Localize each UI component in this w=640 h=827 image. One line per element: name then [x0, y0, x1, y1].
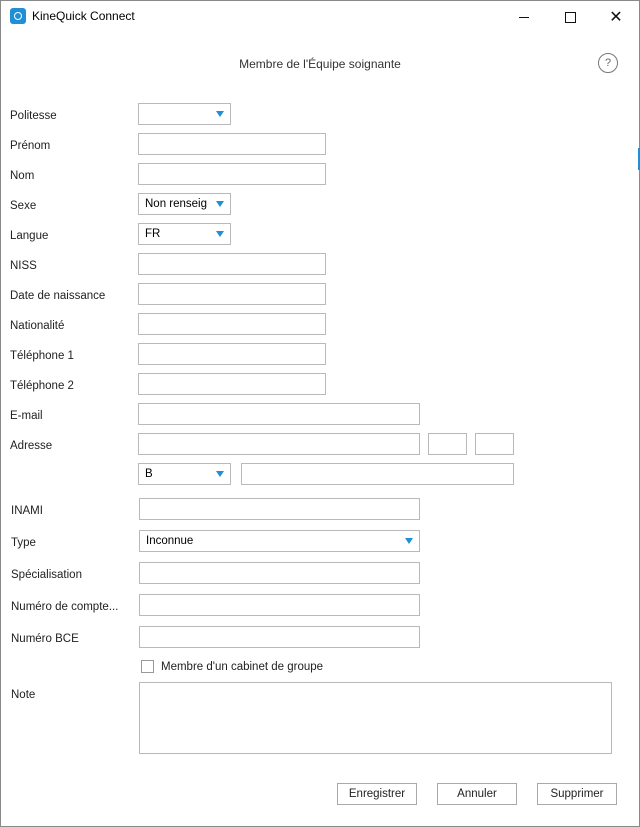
cabinet-groupe-checkbox[interactable]: [141, 660, 154, 673]
email-input[interactable]: [138, 403, 420, 425]
note-label: Note: [11, 689, 36, 701]
app-logo-icon: [10, 8, 26, 24]
langue-value: FR: [145, 228, 161, 240]
niss-label: NISS: [10, 260, 37, 272]
prenom-label: Prénom: [10, 140, 51, 152]
adresse-label: Adresse: [10, 440, 53, 452]
close-icon: ✕: [609, 7, 623, 26]
email-label: E-mail: [10, 410, 43, 422]
chevron-down-icon: [216, 471, 224, 477]
specialisation-input[interactable]: [139, 562, 420, 584]
inami-input[interactable]: [139, 498, 420, 520]
title-bar: [1, 1, 639, 32]
sexe-value: Non renseig: [145, 198, 208, 210]
langue-label: Langue: [10, 230, 49, 242]
nationalite-label: Nationalité: [10, 320, 65, 332]
chevron-down-icon: [405, 538, 413, 544]
type-label: Type: [11, 537, 36, 549]
specialisation-label: Spécialisation: [11, 569, 82, 581]
niss-input[interactable]: [138, 253, 326, 275]
delete-button[interactable]: Supprimer: [537, 783, 617, 805]
chevron-down-icon: [216, 201, 224, 207]
adresse-number-input[interactable]: [428, 433, 467, 455]
telephone1-input[interactable]: [138, 343, 326, 365]
chevron-down-icon: [216, 231, 224, 237]
nationalite-input[interactable]: [138, 313, 326, 335]
dialog-title: Membre de l'Équipe soignante: [239, 57, 401, 71]
numero-compte-label: Numéro de compte...: [11, 601, 119, 613]
sexe-select[interactable]: [138, 193, 231, 215]
politesse-select[interactable]: [138, 103, 231, 125]
adresse-street-input[interactable]: [138, 433, 420, 455]
numero-bce-input[interactable]: [139, 626, 420, 648]
adresse-city-input[interactable]: [241, 463, 514, 485]
adresse-box-input[interactable]: [475, 433, 514, 455]
note-textarea[interactable]: [139, 682, 612, 754]
minimize-button[interactable]: [501, 1, 547, 32]
help-icon[interactable]: ?: [598, 53, 618, 73]
telephone1-label: Téléphone 1: [10, 350, 74, 362]
telephone2-input[interactable]: [138, 373, 326, 395]
telephone2-label: Téléphone 2: [10, 380, 74, 392]
cancel-button[interactable]: Annuler: [437, 783, 517, 805]
save-button[interactable]: Enregistrer: [337, 783, 417, 805]
chevron-down-icon: [216, 111, 224, 117]
close-button[interactable]: [593, 1, 639, 32]
app-title: KineQuick Connect: [32, 9, 135, 23]
inami-label: INAMI: [11, 505, 43, 517]
numero-compte-input[interactable]: [139, 594, 420, 616]
nom-label: Nom: [10, 170, 35, 182]
prenom-input[interactable]: [138, 133, 326, 155]
pays-select[interactable]: [138, 463, 231, 485]
langue-select[interactable]: [138, 223, 231, 245]
minimize-icon: [519, 17, 529, 18]
date-naissance-label: Date de naissance: [10, 290, 106, 302]
numero-bce-label: Numéro BCE: [11, 633, 79, 645]
nom-input[interactable]: [138, 163, 326, 185]
type-value: Inconnue: [146, 535, 194, 547]
politesse-label: Politesse: [10, 110, 57, 122]
sexe-label: Sexe: [10, 200, 37, 212]
cabinet-groupe-label[interactable]: Membre d'un cabinet de groupe: [161, 661, 324, 673]
maximize-icon: [565, 12, 576, 23]
date-naissance-input[interactable]: [138, 283, 326, 305]
type-select[interactable]: [139, 530, 420, 552]
maximize-button[interactable]: [547, 1, 593, 32]
pays-value: B: [145, 468, 153, 480]
